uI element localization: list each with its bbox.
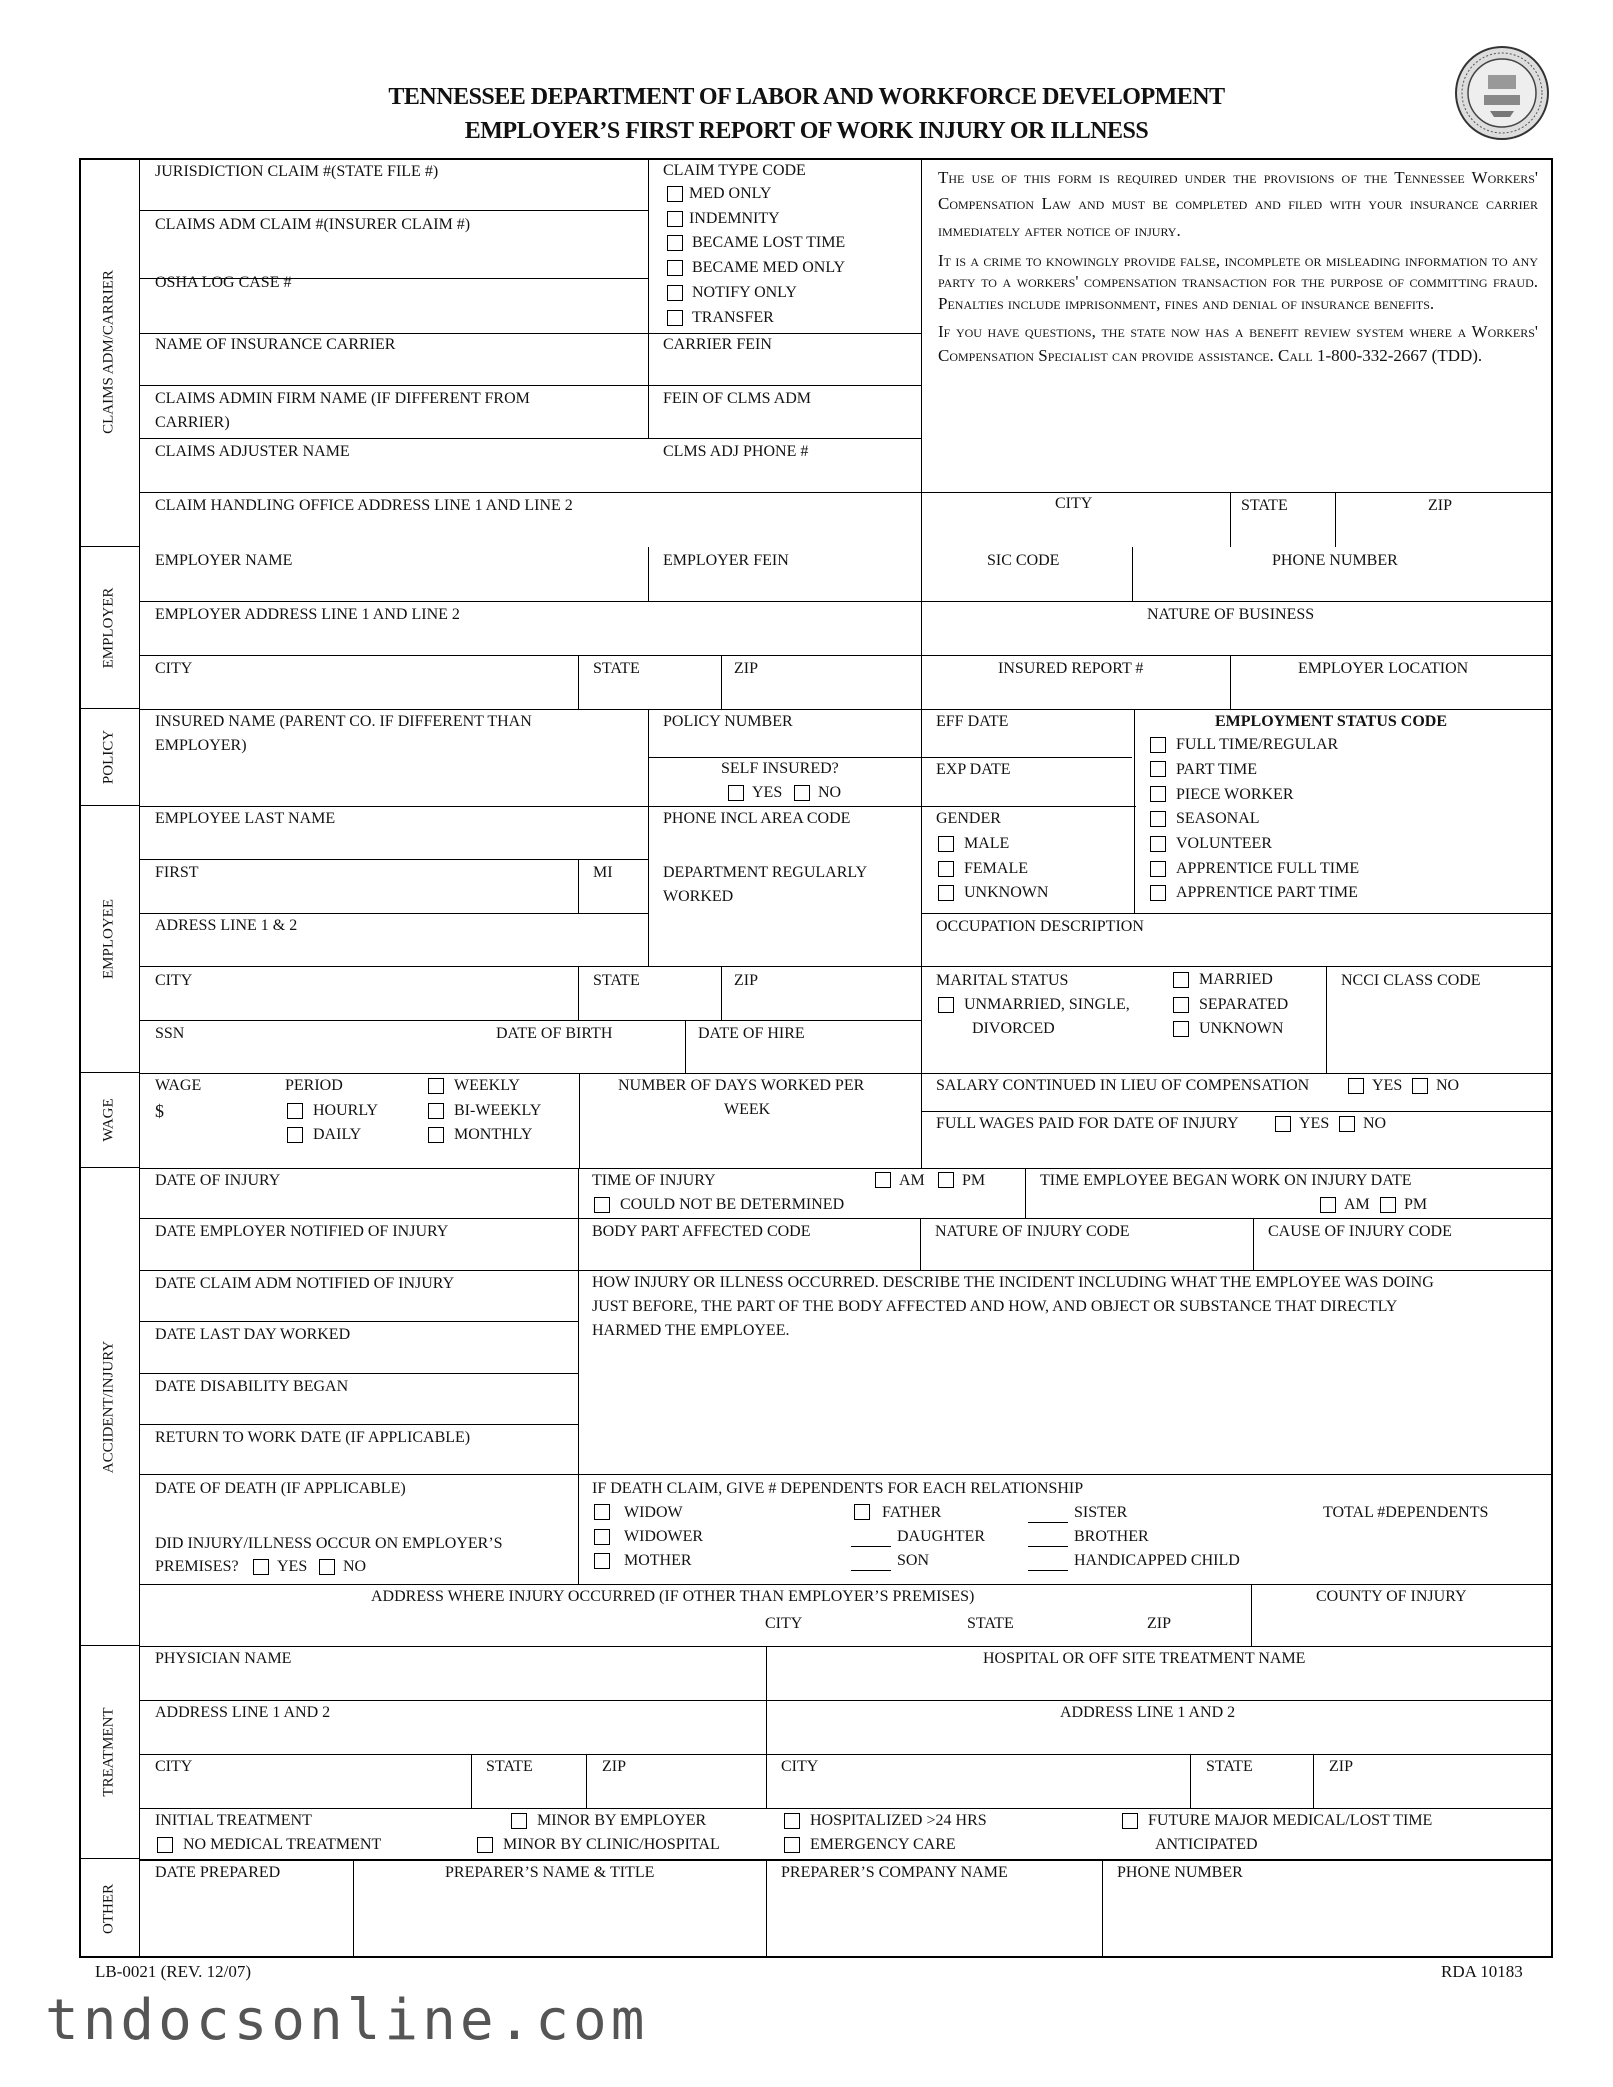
physician-city-label: CITY [155,1758,193,1775]
hospital-state-label: STATE [1206,1758,1253,1775]
section-label-claims: CLAIMS ADM/CARRIER [100,270,117,434]
insurance-carrier-name-label: NAME OF INSURANCE CARRIER [155,336,396,353]
salary-continued-label: SALARY CONTINUED IN LIEU OF COMPENSATION [936,1077,1310,1094]
employee-address-label: ADRESS LINE 1 & 2 [155,917,298,934]
policy-number-label: POLICY NUMBER [663,713,793,730]
employer-name-label: EMPLOYER NAME [155,552,293,569]
hourly-checkbox[interactable] [287,1103,303,1119]
handicapped-child-count-line[interactable] [1028,1570,1068,1571]
how-injury-occurred-label-2: JUST BEFORE, THE PART OF THE BODY AFFECTED AND HOW, AND OBJECT OR SUBSTANCE THAT DIRECTLY [592,1298,1398,1315]
monthly-checkbox[interactable] [428,1127,444,1143]
date-prepared-label: DATE PREPARED [155,1864,281,1881]
section-label-treatment: TREATMENT [100,1707,117,1797]
date-claim-adm-notified-label: DATE CLAIM ADM NOTIFIED OF INJURY [155,1275,455,1292]
divorced-label: DIVORCED [972,1020,1055,1037]
marital-unknown-label: UNKNOWN [1199,1020,1284,1037]
injury-city-label: CITY [765,1615,803,1632]
self-insured-yes-checkbox[interactable] [728,785,744,801]
married-label: MARRIED [1199,971,1273,988]
full-time-checkbox[interactable] [1150,737,1166,753]
employee-mi-label: MI [593,864,613,881]
daughter-count-line[interactable] [851,1546,891,1547]
claim-office-zip-label: ZIP [1428,497,1452,514]
notify-only-label: NOTIFY ONLY [692,284,797,301]
employer-zip-label: ZIP [734,660,758,677]
wage-dollar-sign: $ [155,1101,164,1121]
date-of-injury-label: DATE OF INJURY [155,1172,281,1189]
date-disability-began-label: DATE DISABILITY BEGAN [155,1378,349,1395]
could-not-be-determined-checkbox[interactable] [594,1197,610,1213]
hospital-name-label: HOSPITAL OR OFF SITE TREATMENT NAME [983,1650,1306,1667]
preparer-phone-label: PHONE NUMBER [1117,1864,1243,1881]
indemnity-label: INDEMNITY [689,210,780,227]
rda-number: RDA 10183 [1441,1962,1523,1981]
apprentice-part-time-checkbox[interactable] [1150,885,1166,901]
employee-phone-label: PHONE INCL AREA CODE [663,810,851,827]
future-major-medical-label-2: ANTICIPATED [1155,1836,1258,1853]
preparer-company-label: PREPARER’S COMPANY NAME [781,1864,1008,1881]
premises-no-label: NO [343,1558,367,1575]
part-time-label: PART TIME [1176,761,1257,778]
father-checkbox[interactable] [854,1504,870,1520]
emergency-care-checkbox[interactable] [784,1837,800,1853]
piece-worker-checkbox[interactable] [1150,786,1166,802]
days-worked-label: NUMBER OF DAYS WORKED PER [618,1077,865,1094]
wage-label: WAGE [155,1077,202,1094]
period-label: PERIOD [285,1077,343,1094]
time-of-injury-label: TIME OF INJURY [592,1172,716,1189]
premises-yes-label: YES [277,1558,308,1575]
employee-state-label: STATE [593,972,640,989]
notice-paragraph-1: The use of this form is required under the provisions of the Tennessee Workers' Compensation Law and must be completed and filed with your insurance carrier immediately after notice of injury. [938,168,1538,240]
how-injury-occurred-label-1: HOW INJURY OR ILLNESS OCCURRED. DESCRIBE THE INCIDENT INCLUDING WHAT THE EMPLOYEE WAS DOING [592,1274,1434,1291]
section-label-wage: WAGE [100,1098,117,1142]
employee-zip-label: ZIP [734,972,758,989]
hourly-label: HOURLY [313,1102,379,1119]
apprentice-full-time-checkbox[interactable] [1150,861,1166,877]
department-label: DEPARTMENT REGULARLY [663,864,868,881]
daily-checkbox[interactable] [287,1127,303,1143]
male-label: MALE [964,835,1010,852]
section-employee-sidebar [79,806,140,1073]
section-claims-sidebar [79,158,140,547]
apprentice-part-time-label: APPRENTICE PART TIME [1176,884,1358,901]
section-wage-sidebar [79,1073,140,1168]
bi-weekly-checkbox[interactable] [428,1103,444,1119]
preparer-name-label: PREPARER’S NAME & TITLE [445,1864,655,1881]
date-employer-notified-label: DATE EMPLOYER NOTIFIED OF INJURY [155,1223,449,1240]
mother-checkbox[interactable] [594,1553,610,1569]
monthly-label: MONTHLY [454,1126,533,1143]
time-began-am-label: AM [1344,1196,1370,1213]
premises-no-checkbox[interactable] [319,1559,335,1575]
time-of-injury-pm-checkbox[interactable] [938,1172,954,1188]
transfer-checkbox[interactable] [667,310,683,326]
volunteer-checkbox[interactable] [1150,836,1166,852]
male-checkbox[interactable] [938,836,954,852]
gender-unknown-checkbox[interactable] [938,885,954,901]
notice-paragraph-2: It is a crime to knowingly provide false, incomplete or misleading information to any party to a workers' compensation transaction for the purpose of committing fraud. Penalties include imprisonment, fines and denial of insurance benefits. [938,251,1538,313]
sister-label: SISTER [1074,1504,1128,1521]
date-of-birth-label: DATE OF BIRTH [496,1025,613,1042]
tennessee-seal-icon [1454,45,1550,141]
full-wages-label: FULL WAGES PAID FOR DATE OF INJURY [936,1115,1239,1132]
father-label: FATHER [882,1504,942,1521]
hospitalized-checkbox[interactable] [784,1813,800,1829]
section-label-policy: POLICY [100,729,117,785]
son-count-line[interactable] [851,1570,891,1571]
med-only-label: MED ONLY [689,185,772,202]
form-frame [79,158,1553,1958]
hospital-city-label: CITY [781,1758,819,1775]
unmarried-label: UNMARRIED, SINGLE, [964,996,1130,1013]
self-insured-no-checkbox[interactable] [794,785,810,801]
sic-code-label: SIC CODE [987,552,1060,569]
physician-zip-label: ZIP [602,1758,626,1775]
section-treatment-sidebar [79,1646,140,1859]
marital-unknown-checkbox[interactable] [1173,1021,1189,1037]
med-only-checkbox[interactable] [667,186,683,202]
brother-count-line[interactable] [1028,1546,1068,1547]
handicapped-child-label: HANDICAPPED CHILD [1074,1552,1240,1569]
no-medical-treatment-label: NO MEDICAL TREATMENT [183,1836,382,1853]
minor-by-clinic-checkbox[interactable] [477,1837,493,1853]
claims-adm-claim-label: CLAIMS ADM CLAIM #(INSURER CLAIM #) [155,216,471,233]
transfer-label: TRANSFER [692,309,774,326]
section-label-other: OTHER [100,1883,117,1934]
time-of-injury-am-label: AM [899,1172,925,1189]
form-title-line-2: EMPLOYER’S FIRST REPORT OF WORK INJURY OR ILLNESS [464,118,1149,144]
minor-by-employer-label: MINOR BY EMPLOYER [537,1812,707,1829]
seasonal-checkbox[interactable] [1150,811,1166,827]
employee-first-label: FIRST [155,864,199,881]
time-began-pm-checkbox[interactable] [1380,1197,1396,1213]
claims-admin-firm-label-2: CARRIER) [155,414,230,431]
self-insured-label: SELF INSURED? [721,760,839,777]
became-med-only-label: BECAME MED ONLY [692,259,846,276]
time-of-injury-pm-label: PM [962,1172,986,1189]
full-wages-yes-checkbox[interactable] [1275,1116,1291,1132]
hospital-address-label: ADDRESS LINE 1 AND 2 [1060,1704,1236,1721]
department-label-2: WORKED [663,888,734,905]
full-time-label: FULL TIME/REGULAR [1176,736,1339,753]
claim-type-code-label: CLAIM TYPE CODE [663,162,806,179]
widower-checkbox[interactable] [594,1529,610,1545]
insured-name-label-2: EMPLOYER) [155,737,247,754]
employee-last-name-label: EMPLOYEE LAST NAME [155,810,336,827]
unmarried-checkbox[interactable] [938,997,954,1013]
weekly-label: WEEKLY [454,1077,520,1094]
premises-question-label: DID INJURY/ILLNESS OCCUR ON EMPLOYER’S [155,1535,503,1552]
injury-zip-label: ZIP [1147,1615,1171,1632]
physician-address-label: ADDRESS LINE 1 AND 2 [155,1704,331,1721]
volunteer-label: VOLUNTEER [1176,835,1272,852]
dependents-title-label: IF DEATH CLAIM, GIVE # DEPENDENTS FOR EACH RELATIONSHIP [592,1480,1084,1497]
section-policy-sidebar [79,709,140,806]
mother-label: MOTHER [624,1552,692,1569]
daughter-label: DAUGHTER [897,1528,985,1545]
nature-of-injury-label: NATURE OF INJURY CODE [935,1223,1130,1240]
salary-no-checkbox[interactable] [1412,1078,1428,1094]
future-major-medical-label: FUTURE MAJOR MEDICAL/LOST TIME [1148,1812,1433,1829]
bi-weekly-label: BI-WEEKLY [454,1102,542,1119]
apprentice-full-time-label: APPRENTICE FULL TIME [1176,860,1360,877]
no-medical-treatment-checkbox[interactable] [157,1837,173,1853]
employer-location-label: EMPLOYER LOCATION [1298,660,1469,677]
weekly-checkbox[interactable] [428,1078,444,1094]
could-not-be-determined-label: COULD NOT BE DETERMINED [620,1196,845,1213]
salary-no-label: NO [1436,1077,1460,1094]
widow-checkbox[interactable] [594,1504,610,1520]
part-time-checkbox[interactable] [1150,761,1166,777]
hospitalized-label: HOSPITALIZED >24 HRS [810,1812,987,1829]
initial-treatment-label: INITIAL TREATMENT [155,1812,312,1829]
employer-fein-label: EMPLOYER FEIN [663,552,789,569]
date-last-day-worked-label: DATE LAST DAY WORKED [155,1326,351,1343]
gender-unknown-label: UNKNOWN [964,884,1049,901]
time-began-work-label: TIME EMPLOYEE BEGAN WORK ON INJURY DATE [1040,1172,1412,1189]
occupation-label: OCCUPATION DESCRIPTION [936,918,1144,935]
section-accident-sidebar [79,1168,140,1646]
employer-address-label: EMPLOYER ADDRESS LINE 1 AND LINE 2 [155,606,460,623]
time-began-am-checkbox[interactable] [1320,1197,1336,1213]
claim-office-address-label: CLAIM HANDLING OFFICE ADDRESS LINE 1 AND LINE 2 [155,497,573,514]
separated-label: SEPARATED [1199,996,1289,1013]
injury-state-label: STATE [967,1615,1014,1632]
osha-log-label: OSHA LOG CASE # [155,274,292,291]
physician-state-label: STATE [486,1758,533,1775]
date-of-hire-label: DATE OF HIRE [698,1025,805,1042]
form-notice [938,165,1538,373]
sister-count-line[interactable] [1028,1522,1068,1523]
jurisdiction-claim-label: JURISDICTION CLAIM #(STATE FILE #) [155,163,439,180]
fein-clms-adm-label: FEIN OF CLMS ADM [663,390,812,407]
clms-adj-phone-label: CLMS ADJ PHONE # [663,443,809,460]
full-wages-yes-label: YES [1299,1115,1330,1132]
premises-question-label-2: PREMISES? [155,1558,239,1575]
became-med-only-checkbox[interactable] [667,260,683,276]
section-other-sidebar [79,1859,140,1958]
notify-only-checkbox[interactable] [667,285,683,301]
form-title-line-1: TENNESSEE DEPARTMENT OF LABOR AND WORKFORCE DEVELOPMENT [388,84,1225,110]
insured-report-label: INSURED REPORT # [998,660,1144,677]
seasonal-label: SEASONAL [1176,810,1260,827]
widow-label: WIDOW [624,1504,683,1521]
claim-office-city-label: CITY [1055,495,1093,512]
county-of-injury-label: COUNTY OF INJURY [1316,1588,1467,1605]
claims-admin-firm-label: CLAIMS ADMIN FIRM NAME (IF DIFFERENT FROM [155,390,530,407]
section-employer-sidebar [79,547,140,709]
marital-status-label: MARITAL STATUS [936,972,1069,989]
employment-status-title: EMPLOYMENT STATUS CODE [1215,713,1448,730]
ssn-label: SSN [155,1025,185,1042]
widower-label: WIDOWER [624,1528,704,1545]
minor-by-clinic-label: MINOR BY CLINIC/HOSPITAL [503,1836,720,1853]
body-part-code-label: BODY PART AFFECTED CODE [592,1223,811,1240]
self-insured-yes-label: YES [752,784,783,801]
employer-state-label: STATE [593,660,640,677]
section-label-accident: ACCIDENT/INJURY [100,1340,117,1473]
section-label-employer: EMPLOYER [100,587,117,668]
premises-yes-checkbox[interactable] [253,1559,269,1575]
date-of-death-label: DATE OF DEATH (IF APPLICABLE) [155,1480,406,1497]
notice-paragraph-3: If you have questions, the state now has a benefit review system where a Workers' Compensation Specialist can provide assistance. Call 1-800-332-2667 (TDD). [938,321,1538,365]
claims-adjuster-label: CLAIMS ADJUSTER NAME [155,443,350,460]
nature-of-business-label: NATURE OF BUSINESS [1147,606,1315,623]
employer-city-label: CITY [155,660,193,677]
married-checkbox[interactable] [1173,972,1189,988]
became-lost-time-label: BECAME LOST TIME [692,234,846,251]
piece-worker-label: PIECE WORKER [1176,786,1294,803]
son-label: SON [897,1552,930,1569]
minor-by-employer-checkbox[interactable] [511,1813,527,1829]
future-major-medical-checkbox[interactable] [1122,1813,1138,1829]
eff-date-label: EFF DATE [936,713,1009,730]
hospital-zip-label: ZIP [1329,1758,1353,1775]
emergency-care-label: EMERGENCY CARE [810,1836,956,1853]
self-insured-no-label: NO [818,784,842,801]
daily-label: DAILY [313,1126,362,1143]
exp-date-label: EXP DATE [936,761,1011,778]
employee-city-label: CITY [155,972,193,989]
female-checkbox[interactable] [938,861,954,877]
days-worked-label-2: WEEK [724,1101,771,1118]
carrier-fein-label: CARRIER FEIN [663,336,772,353]
ncci-class-code-label: NCCI CLASS CODE [1341,972,1481,989]
gender-label: GENDER [936,810,1001,827]
employer-phone-label: PHONE NUMBER [1272,552,1398,569]
indemnity-checkbox[interactable] [667,211,683,227]
how-injury-occurred-label-3: HARMED THE EMPLOYEE. [592,1322,790,1339]
cause-of-injury-label: CAUSE OF INJURY CODE [1268,1223,1452,1240]
female-label: FEMALE [964,860,1028,877]
watermark: tndocsonline.com [45,1988,649,2053]
claim-office-state-label: STATE [1241,497,1288,514]
insured-name-label: INSURED NAME (PARENT CO. IF DIFFERENT THAN [155,713,532,730]
separated-checkbox[interactable] [1173,997,1189,1013]
salary-yes-label: YES [1372,1077,1403,1094]
physician-name-label: PHYSICIAN NAME [155,1650,292,1667]
return-to-work-label: RETURN TO WORK DATE (IF APPLICABLE) [155,1429,471,1446]
became-lost-time-checkbox[interactable] [667,235,683,251]
brother-label: BROTHER [1074,1528,1149,1545]
total-dependents-label: TOTAL #DEPENDENTS [1323,1504,1489,1521]
full-wages-no-checkbox[interactable] [1339,1116,1355,1132]
time-of-injury-am-checkbox[interactable] [875,1172,891,1188]
section-label-employee: EMPLOYEE [100,899,117,979]
form-number: LB-0021 (REV. 12/07) [95,1962,251,1981]
salary-yes-checkbox[interactable] [1348,1078,1364,1094]
injury-address-label: ADDRESS WHERE INJURY OCCURRED (IF OTHER THAN EMPLOYER’S PREMISES) [371,1588,975,1605]
time-began-pm-label: PM [1404,1196,1428,1213]
full-wages-no-label: NO [1363,1115,1387,1132]
